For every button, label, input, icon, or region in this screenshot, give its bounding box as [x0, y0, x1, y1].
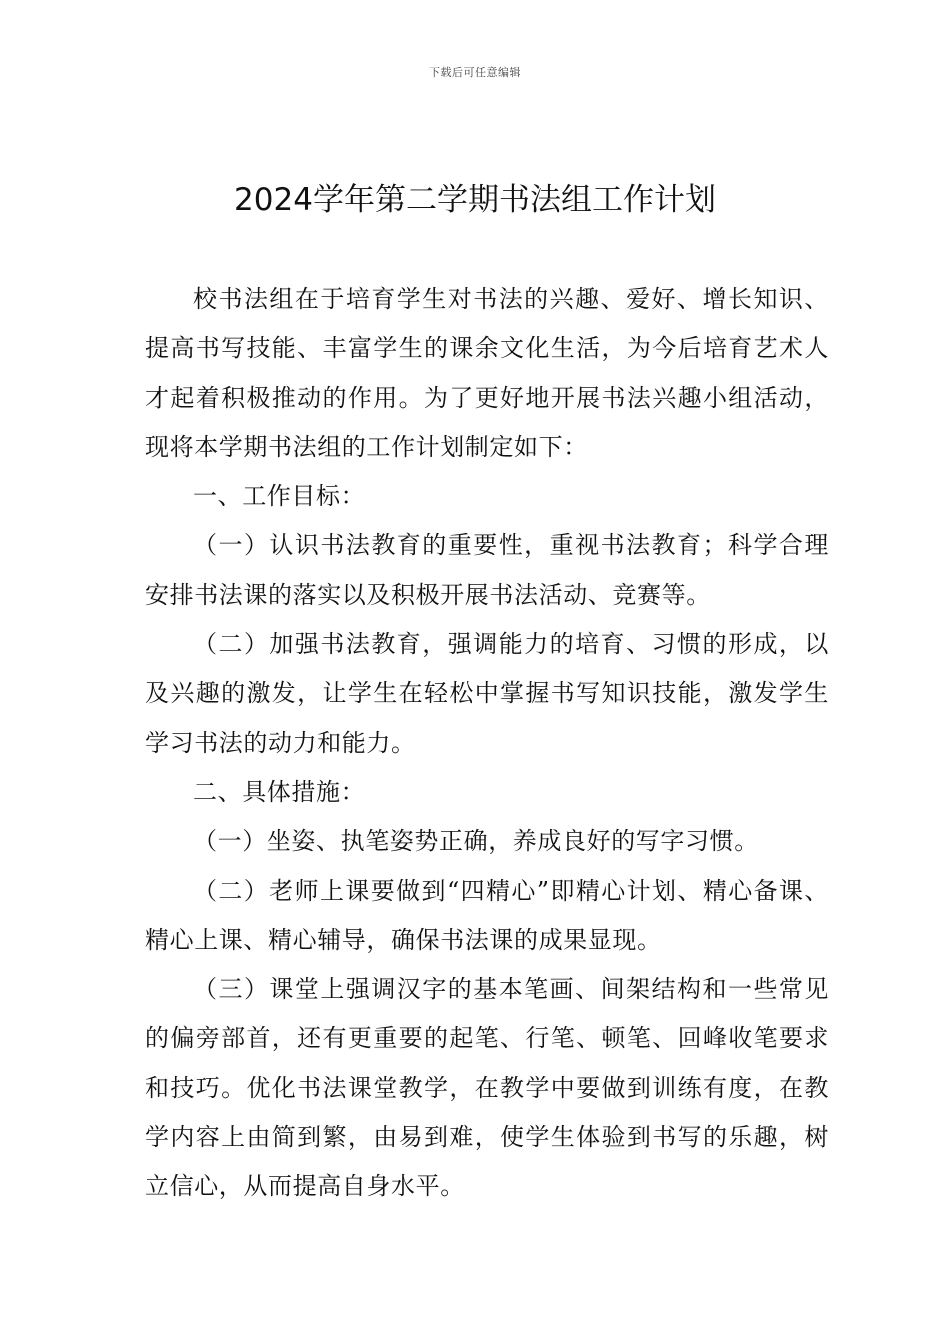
intro-paragraph: 校书法组在于培育学生对书法的兴趣、爱好、增长知识、提高书写技能、丰富学生的课余文化生活，为今后培育艺术人才起着积极推动的作用。为了更好地开展书法兴趣小组活动，现将本学期书法组的工作计划制定如下：: [145, 285, 829, 461]
header-note: 下载后可任意编辑: [429, 66, 521, 79]
document-title: 2024学年第二学期书法组工作计划: [234, 182, 716, 218]
measure-item-1: （一）坐姿、执笔姿势正确，养成良好的写字习惯。: [193, 827, 759, 856]
document-body: [145, 275, 829, 1212]
section-heading-goals: 一、工作目标：: [193, 482, 366, 511]
goal-item-1: （一）认识书法教育的重要性，重视书法教育；科学合理安排书法课的落实以及积极开展书法活动、竞赛等。: [145, 531, 829, 609]
goal-item-2: （二）加强书法教育，强调能力的培育、习惯的形成，以及兴趣的激发，让学生在轻松中掌握书写知识技能，激发学生学习书法的动力和能力。: [145, 630, 829, 757]
section-heading-measures: 二、具体措施：: [193, 777, 366, 806]
measure-item-3: （三）课堂上强调汉字的基本笔画、间架结构和一些常见的偏旁部首，还有更重要的起笔、行笔、顿笔、回峰收笔要求和技巧。优化书法课堂教学，在教学中要做到训练有度，在教学内容上由简到繁，由易到难，使学生体验到书写的乐趣，树立信心，从而提高自身水平。: [145, 975, 829, 1201]
measure-item-2: （二）老师上课要做到“四精心”即精心计划、精心备课、精心上课、精心辅导，确保书法课的成果显现。: [145, 876, 829, 954]
